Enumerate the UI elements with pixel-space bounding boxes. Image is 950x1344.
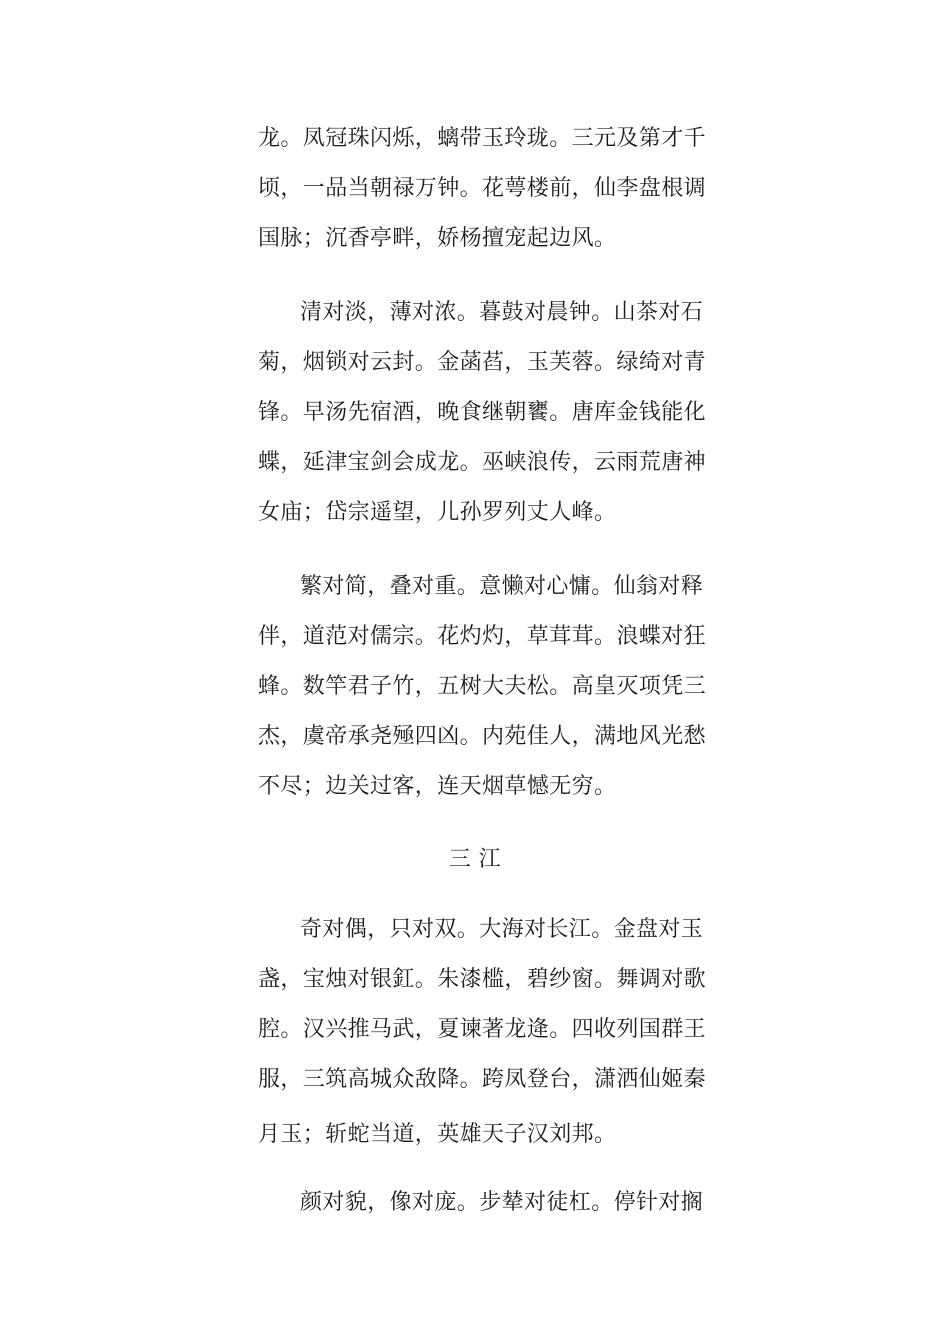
text-line: 伴，道范对儒宗。花灼灼，草茸茸。浪蝶对狂: [258, 624, 707, 649]
text-line: 国脉；沉香亭畔，娇杨擅宠起边风。: [258, 226, 617, 251]
text-line: 服，三筑高城众敌降。跨凤登台，潇洒仙姬秦: [258, 1067, 707, 1092]
text-line: 龙。凤冠珠闪烁，螭带玉玲珑。三元及第才千: [258, 126, 707, 151]
text-line: 奇对偶，只对双。大海对长江。金盘对玉: [300, 917, 704, 942]
text-line: 盏，宝烛对银釭。朱漆槛，碧纱窗。舞调对歌: [258, 967, 707, 992]
text-line: 顷，一品当朝禄万钟。花萼楼前，仙李盘根调: [258, 176, 707, 201]
text-line: 月玉；斩蛇当道，英雄天子汉刘邦。: [258, 1122, 617, 1147]
text-line: 蝶，延津宝剑会成龙。巫峡浪传，云雨荒唐神: [258, 450, 707, 475]
text-line: 菊，烟锁对云封。金菡萏，玉芙蓉。绿绮对青: [258, 350, 707, 375]
text-line: 清对淡，薄对浓。暮鼓对晨钟。山茶对石: [300, 300, 704, 325]
text-line: 腔。汉兴推马武，夏谏著龙逄。四收列国群王: [258, 1017, 707, 1042]
text-line: 不尽；边关过客，连天烟草憾无穷。: [258, 774, 617, 799]
text-line: 锋。早汤先宿酒，晚食继朝饔。唐库金钱能化: [258, 400, 707, 425]
text-line: 杰，虞帝承尧殛四凶。内苑佳人，满地风光愁: [258, 724, 707, 749]
section-heading: 三 江: [448, 847, 502, 872]
text-line: 蜂。数竿君子竹，五树大夫松。高皇灭项凭三: [258, 674, 707, 699]
text-line: 繁对简，叠对重。意懒对心慵。仙翁对释: [300, 574, 704, 599]
text-line: 女庙；岱宗遥望，儿孙罗列丈人峰。: [258, 500, 617, 525]
text-line: 颜对貌，像对庞。步辇对徒杠。停针对搁: [300, 1190, 704, 1215]
